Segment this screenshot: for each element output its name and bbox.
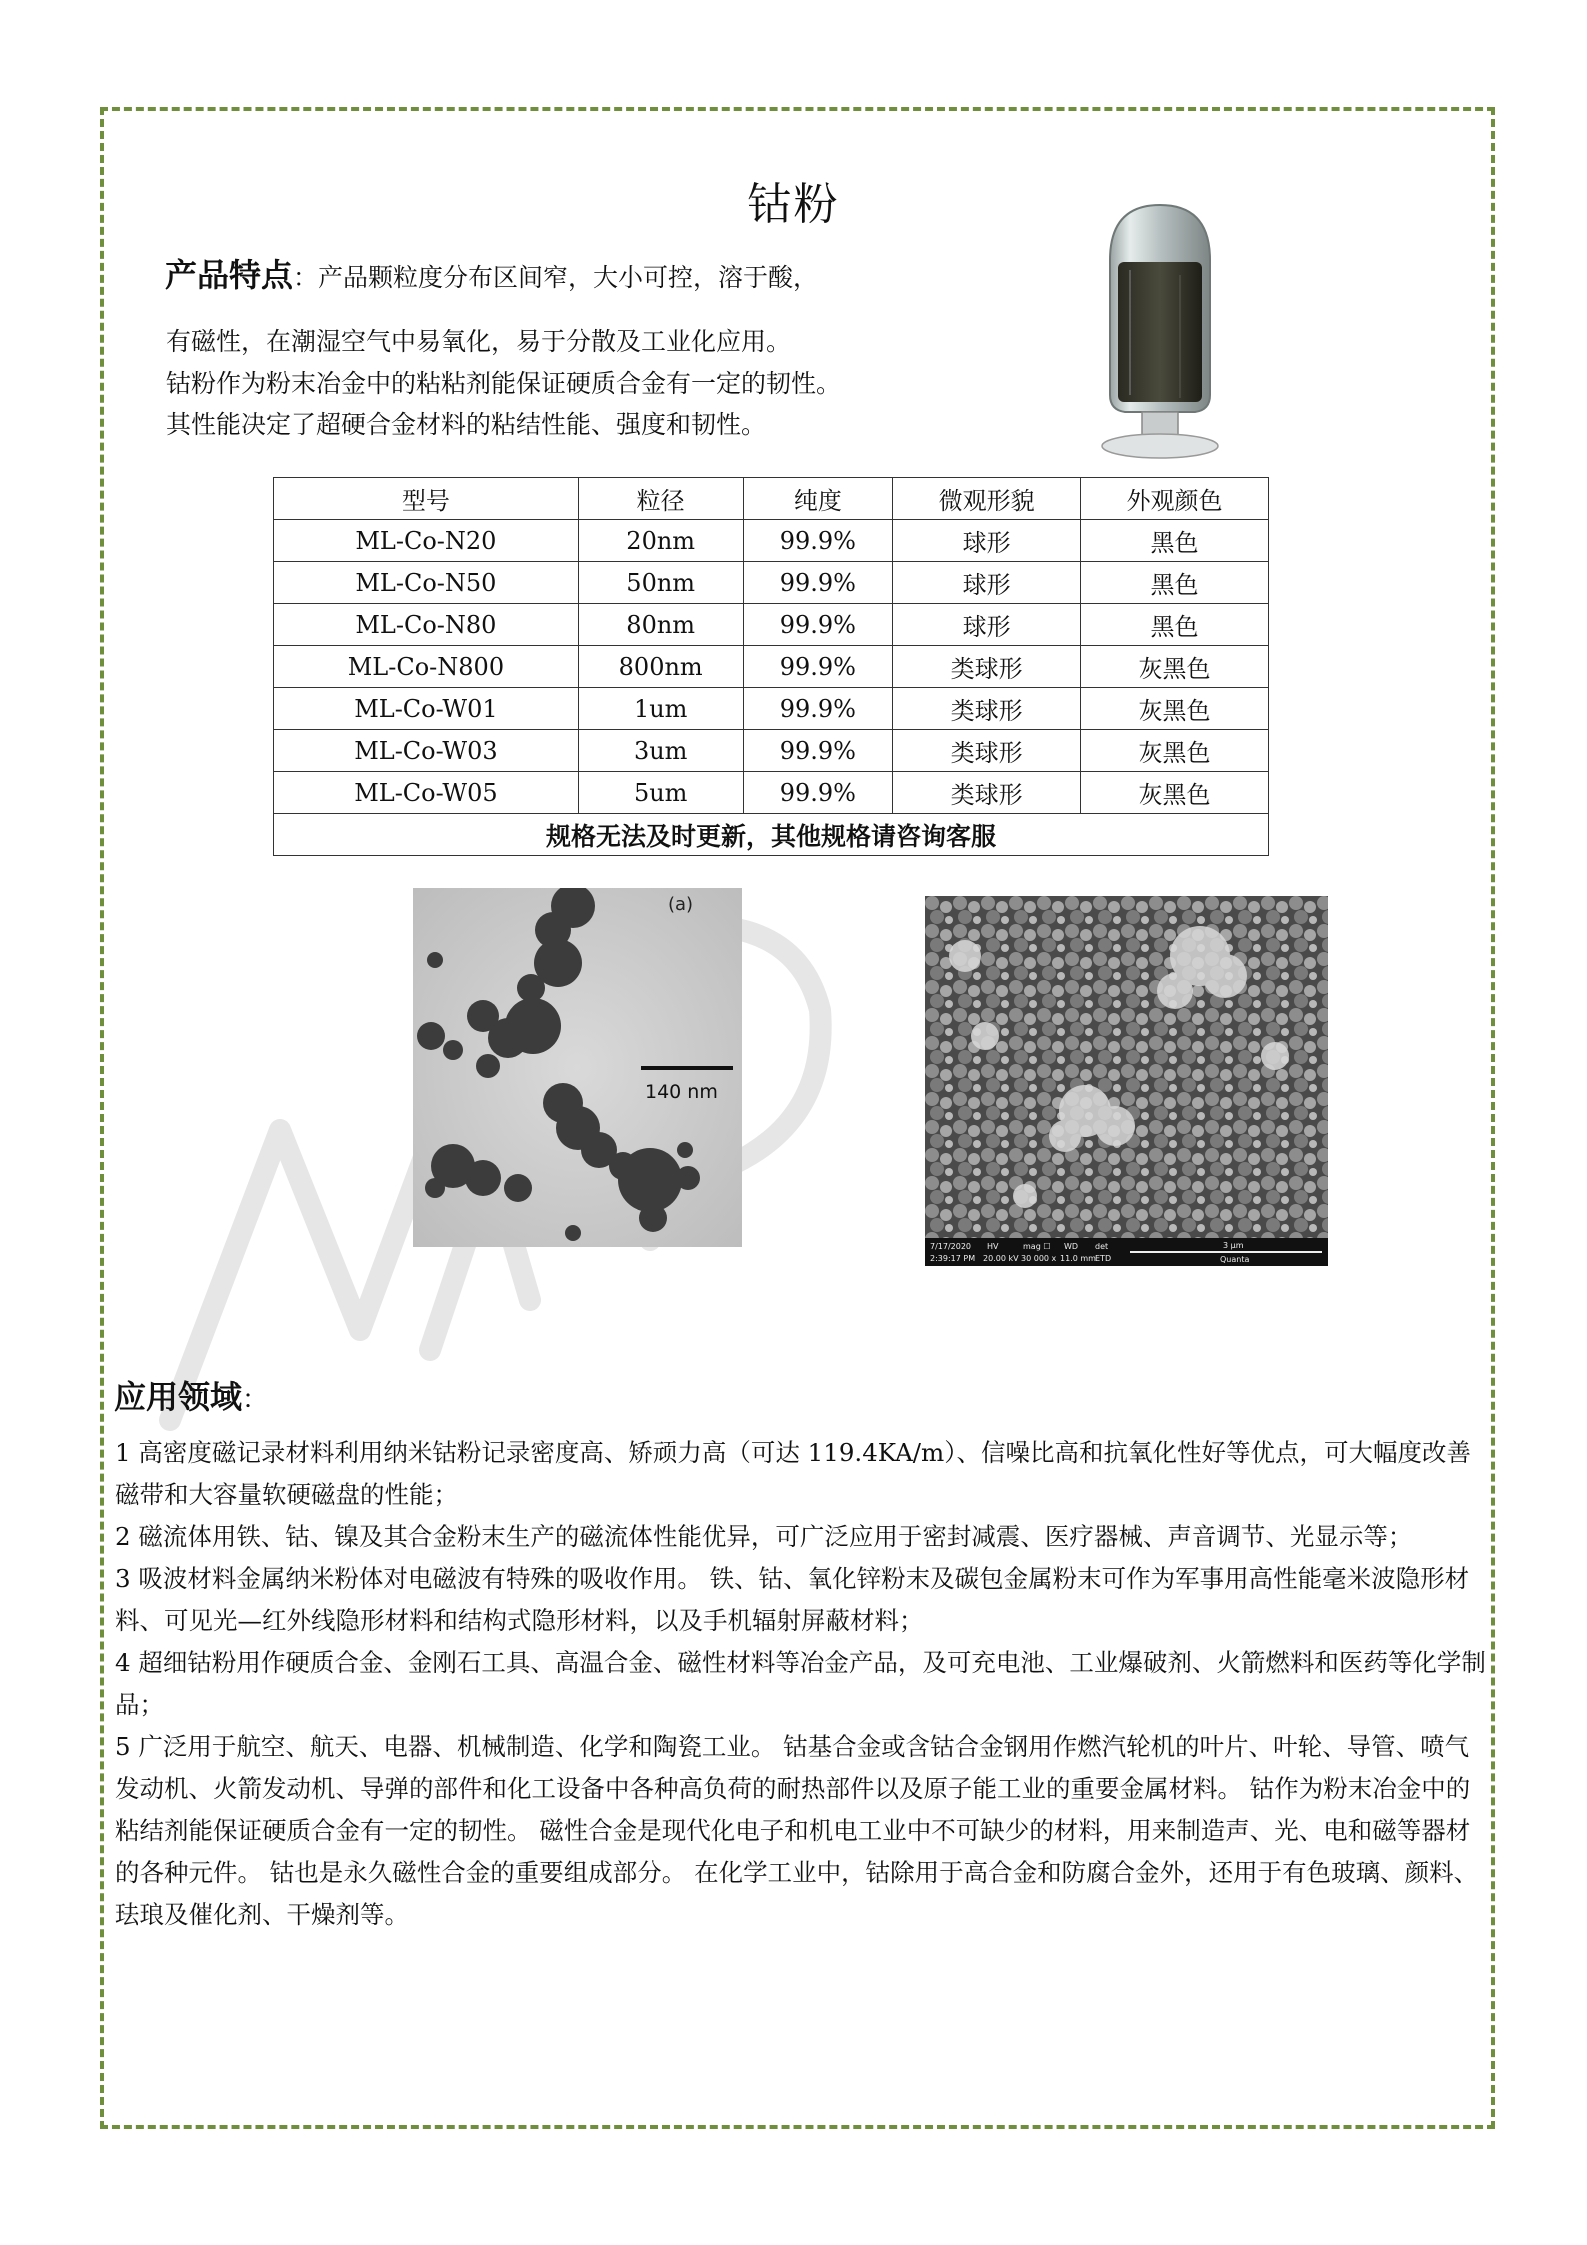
sem-date: 7/17/2020 [930,1242,972,1251]
cell-color: 灰黑色 [1081,646,1269,688]
sem-scale-label: 3 μm [1223,1241,1244,1250]
application-item-1: 1 高密度磁记录材料利用纳米钴粉记录密度高、矫顽力高（可达 119.4KA/m）、信噪比高和抗氧化性好等优点，可大幅度改善磁带和大容量软硬磁盘的性能； [115,1438,1472,1509]
table-row [274,772,1269,814]
features-colon: ： [293,263,319,292]
cell-size: 80nm [578,604,743,646]
table-row [274,646,1269,688]
application-item-2: 2 磁流体用铁、钴、镍及其合金粉末生产的磁流体性能优异，可广泛应用于密封减震、医疗器械、声音调节、光显示等； [115,1522,1413,1551]
table-header-row [274,478,1269,520]
tem-scale-label: 140 nm [645,1081,718,1103]
table-row [274,604,1269,646]
cell-purity: 99.9% [743,520,893,562]
sem-det-label: det [1095,1242,1109,1251]
sem-scale-bar [1130,1251,1322,1253]
cell-morphology: 类球形 [893,646,1081,688]
cell-model: ML-Co-N20 [274,520,579,562]
cell-morphology: 类球形 [893,772,1081,814]
cell-morphology: 球形 [893,562,1081,604]
sem-micrograph [925,896,1328,1266]
header-morphology: 微观形貌 [893,478,1081,520]
header-size: 粒径 [578,478,743,520]
features-heading: 产品特点 [165,256,294,294]
tem-label: (a) [668,894,694,915]
header-purity: 纯度 [743,478,893,520]
cell-model: ML-Co-N80 [274,604,579,646]
table-row [274,688,1269,730]
sem-hv: 20.00 kV [983,1254,1019,1263]
features-text-1: 产品颗粒度分布区间窄，大小可控，溶于酸， [318,263,819,292]
header-color: 外观颜色 [1081,478,1269,520]
cell-morphology: 球形 [893,520,1081,562]
table-note-row [274,814,1269,856]
cell-size: 800nm [578,646,743,688]
cell-purity: 99.9% [743,688,893,730]
cell-morphology: 球形 [893,604,1081,646]
spec-table [273,477,1269,856]
tem-scale-bar [641,1066,733,1070]
features-line-4: 其性能决定了超硬合金材料的粘结性能、强度和韧性。 [166,410,767,439]
cell-morphology: 类球形 [893,688,1081,730]
sem-time: 2:39:17 PM [930,1254,976,1263]
sem-hv-label: HV [987,1242,999,1251]
cell-color: 灰黑色 [1081,730,1269,772]
cell-color: 灰黑色 [1081,688,1269,730]
applications-heading: 应用领域 [114,1378,243,1416]
tem-micrograph [413,888,742,1247]
sem-mag: 30 000 x [1021,1254,1057,1263]
table-row [274,562,1269,604]
table-row [274,730,1269,772]
cell-color: 灰黑色 [1081,772,1269,814]
features-line-1 [165,250,818,296]
features-line-2: 有磁性，在潮湿空气中易氧化，易于分散及工业化应用。 [166,327,792,356]
application-item-5: 5 广泛用于航空、航天、电器、机械制造、化学和陶瓷工业。 钴基合金或含钴合金钢用作燃汽轮机的叶片、叶轮、导管、喷气发动机、火箭发动机、导弹的部件和化工设备中各种高负荷的耐热部件以及原子能工业的重要金属材料。 钴作为粉末冶金中的粘结剂能保证硬质合金有一定的韧性。 磁性合金是现代化电子和机电工业中不可缺少的材料，用来制造声、光、电和磁等器材的各种元件。 钴也是永久磁性合金的重要组成部分。 在化学工业中，钴除用于高合金和防腐合金外，还用于有色玻璃、颜料、珐琅及催化剂、干燥剂等。 [115,1732,1479,1929]
cell-size: 1um [578,688,743,730]
cell-model: ML-Co-N800 [274,646,579,688]
cell-morphology: 类球形 [893,730,1081,772]
cell-size: 3um [578,730,743,772]
cell-size: 20nm [578,520,743,562]
cell-color: 黑色 [1081,562,1269,604]
application-item-4: 4 超细钴粉用作硬质合金、金刚石工具、高温合金、磁性材料等冶金产品，及可充电池、工业爆破剂、火箭燃料和医药等化学制品； [115,1648,1486,1719]
cell-model: ML-Co-W03 [274,730,579,772]
product-jar-image [1090,200,1230,460]
application-item-3: 3 吸波材料金属纳米粉体对电磁波有特殊的吸收作用。 铁、钴、氧化锌粉末及碳包金属粉末可作为军事用高性能毫米波隐形材料、可见光—红外线隐形材料和结构式隐形材料，以及手机辐射屏蔽材料； [115,1564,1470,1635]
cell-model: ML-Co-W05 [274,772,579,814]
page-title: 钴粉 [747,179,840,230]
cell-color: 黑色 [1081,520,1269,562]
cell-model: ML-Co-W01 [274,688,579,730]
cell-purity: 99.9% [743,730,893,772]
sem-brand: Quanta [1220,1255,1250,1264]
applications-colon: ： [242,1385,269,1415]
cell-color: 黑色 [1081,604,1269,646]
sem-wd-label: WD [1064,1242,1079,1251]
cell-model: ML-Co-N50 [274,562,579,604]
cell-purity: 99.9% [743,604,893,646]
features-line-3: 钴粉作为粉末冶金中的粘粘剂能保证硬质合金有一定的韧性。 [166,369,842,398]
applications-list [115,1432,1487,1936]
cell-purity: 99.9% [743,646,893,688]
table-row [274,520,1269,562]
table-note: 规格无法及时更新，其他规格请咨询客服 [274,814,1269,856]
cell-purity: 99.9% [743,772,893,814]
sem-det: ETD [1095,1254,1112,1263]
cell-size: 5um [578,772,743,814]
sem-wd: 11.0 mm [1060,1254,1096,1263]
sem-mag-label: mag ☐ [1023,1242,1051,1251]
applications-heading-row [114,1372,268,1418]
header-model: 型号 [274,478,579,520]
cell-purity: 99.9% [743,562,893,604]
cell-size: 50nm [578,562,743,604]
